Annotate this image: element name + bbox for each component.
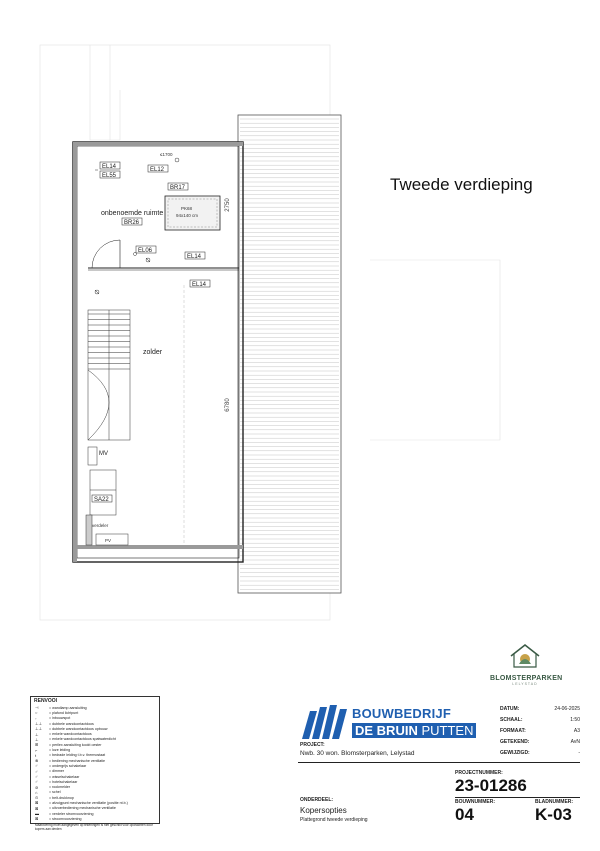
legend-item-text: = uitvoerbediening mechanische ventilatie [49, 806, 116, 811]
meta-block [500, 706, 580, 761]
legend-symbol-icon: ⊠ [35, 816, 39, 822]
window-name: PK68 [181, 206, 193, 211]
projectnummer: 23-01286 [455, 776, 527, 795]
meta-key: GETEKEND: [500, 739, 530, 745]
legend-list [31, 705, 159, 822]
legend-item-text: = schel [49, 790, 61, 795]
legend-symbol-icon: ○ [35, 710, 38, 716]
developer-logo-text: BLOMSTERPARKEN [490, 675, 563, 682]
meta-key: DATUM: [500, 706, 520, 712]
legend-symbol-icon: ⊙ [35, 795, 39, 801]
legend-item-text: = verdeler stromvoorziening [49, 811, 94, 816]
legend-item-text: = perilex aansluiting kookt oester [49, 742, 102, 747]
code-el14-a: EL14 [102, 164, 117, 170]
legend-symbol-icon: ♂ [35, 763, 38, 769]
legend-item-text: = plafond lichtpunt [49, 710, 79, 715]
legend-title: RENVOOI [34, 698, 58, 704]
code-el14-c: EL14 [192, 282, 207, 288]
window-size: 94x140 cm [176, 213, 199, 218]
developer-logo-sub: LELYSTAD [512, 682, 538, 686]
floor-title: Tweede verdieping [390, 175, 533, 194]
legend-symbol-icon: ⊠ [35, 800, 39, 806]
code-br26: BR26 [124, 220, 140, 226]
legend-item-text: = belt-drukknop [49, 795, 74, 800]
legend-item-text: = enkele wandcontactdoos [49, 732, 92, 737]
meta-value: 24-06-2025 [554, 706, 580, 712]
blomsterparken-logo [490, 642, 563, 686]
meta-value: AvN [570, 739, 580, 745]
meta-key: FORMAAT: [500, 728, 526, 734]
meta-value: A3 [573, 728, 580, 734]
legend-footnote: Maatvoering moet aangegeven op tekeningen is niet geschikt voor opdrachten door kopers aan derden [35, 822, 153, 831]
legend-symbol-icon: ⊣ [35, 705, 39, 711]
bouwnummer-label: BOUWNUMMER: [455, 799, 495, 805]
builder-line2 [352, 723, 476, 738]
legend-symbol-icon: ⊞ [35, 742, 39, 748]
project-label: PROJECT: [300, 742, 325, 748]
meta-row [500, 706, 580, 717]
meta-row [500, 717, 580, 728]
meta-value: 1:50 [570, 717, 580, 723]
legend-item-text: = dimmer [49, 769, 65, 774]
meta-row [500, 728, 580, 739]
meta-value: - [578, 750, 580, 756]
legend-item-text: = dubbele wandcontactdoos [49, 721, 94, 726]
note-ml: ≤1700 [160, 152, 173, 157]
builder-logo [300, 703, 474, 741]
code-el14-b: EL14 [187, 254, 202, 260]
projectnummer-label: PROJECTNUMMER: [455, 770, 503, 776]
meta-key: SCHAAL: [500, 717, 523, 723]
subject-sub: Plattegrond tweede verdieping [300, 817, 368, 823]
legend-symbol-icon: ♂ [35, 774, 38, 779]
note-verdeler: verdeler [92, 523, 109, 528]
legend-symbol-icon: ⊗ [35, 758, 39, 764]
code-el12: EL12 [150, 167, 165, 173]
meta-row [500, 750, 580, 761]
builder-line1: BOUWBEDRIJF [352, 706, 451, 721]
dimension-width: 2750 [225, 198, 231, 212]
builder-bars-icon [300, 703, 348, 741]
legend-item-text: = loze leiding [49, 748, 71, 753]
legend-item-text: = wisselschakelaar [49, 774, 80, 779]
legend-symbol-icon: ⊠ [35, 805, 39, 811]
legend-panel [30, 696, 160, 831]
subject-value: Kopersopties [300, 806, 347, 815]
meta-key: GEWIJZIGD: [500, 750, 530, 756]
legend-symbol-icon: ⊘ [35, 784, 39, 790]
roof-panel [238, 115, 341, 593]
legend-item-text: = hotelschakelaar [49, 779, 78, 784]
legend-item-text: = bediening mechanische ventilatie [49, 758, 106, 763]
code-el55: EL55 [102, 173, 117, 179]
room-unnamed: onbenoemde ruimte [101, 210, 164, 217]
legend-symbol-icon: ⊥⊥ [35, 726, 42, 732]
legend-item-text: = afzuigpunt mechanische ventilatie (positie nt.b.) [49, 800, 128, 805]
legend-item-text: = rookmelder [49, 785, 71, 790]
builder-line2-bold: DE BRUIN [355, 723, 418, 738]
legend-symbol-icon: ♂ [35, 779, 38, 785]
legend-item-text: = inbouwspot [49, 716, 71, 721]
legend-item-text: = enkele wandcontactdoos spatwaterdicht [49, 737, 116, 742]
legend-symbol-icon: ⊥⊥ [35, 721, 42, 727]
room-attic: zolder [143, 349, 163, 356]
legend-item-text: = dubbele wandcontactdoos opbouw [49, 726, 108, 731]
bladnummer-label: BLADNUMMER: [535, 799, 574, 805]
dimension-depth: 6780 [225, 398, 231, 412]
legend-symbol-icon: ◦ [35, 715, 37, 721]
code-br17: BR17 [170, 185, 186, 191]
legend-item-text: = ondergrijs schakelaar [49, 763, 87, 768]
legend-symbol-icon: ⌐ [35, 747, 38, 753]
bladnummer: K-03 [535, 805, 572, 824]
legend-item-text: = wandlamp aansluiting [49, 705, 87, 710]
code-mv: MV [99, 451, 108, 457]
legend-symbol-icon: ⌂ [35, 789, 38, 795]
house-leaf-icon [507, 642, 543, 670]
meta-row [500, 739, 580, 750]
bouwnummer: 04 [455, 805, 474, 824]
code-sa22: SA22 [94, 497, 109, 503]
legend-item-text: = bedrade leiding t.b.v. thermostaat [49, 753, 106, 758]
legend-symbol-icon: ▬ [35, 811, 39, 817]
subject-label: ONDERDEEL: [300, 797, 334, 803]
legend-symbol-icon: t [35, 752, 37, 758]
legend-symbol-icon: ⊥ [35, 736, 39, 742]
legend-symbol-icon: ♂ [35, 768, 38, 774]
project-value: Nwb. 30 won. Blomsterparken, Lelystad [300, 750, 415, 757]
code-el06: EL06 [138, 248, 153, 254]
legend-item-text: = stroomvoorziening [49, 816, 82, 821]
legend-symbol-icon: ⊥ [35, 731, 39, 737]
builder-line2-light: PUTTEN [421, 723, 474, 738]
staircase [88, 310, 130, 440]
note-pv: PV [105, 538, 112, 543]
